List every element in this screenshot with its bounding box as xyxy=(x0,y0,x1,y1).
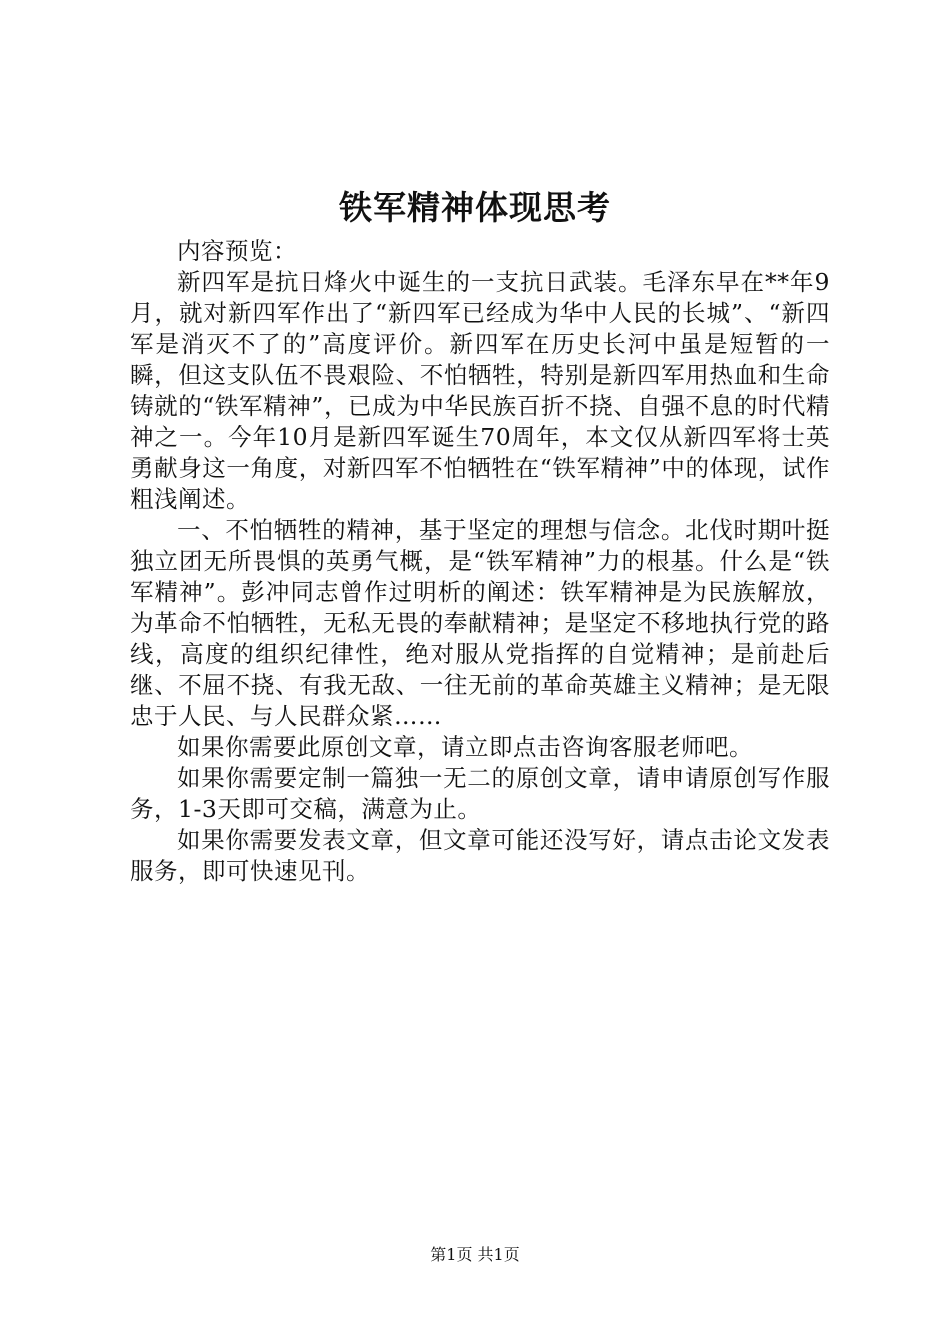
preview-label: 内容预览： xyxy=(177,237,297,265)
paragraph-section-one: 一、不怕牺牲的精神，基于坚定的理想与信念。北伐时期叶挺独立团无所畏惧的英勇气概，是“铁军精神”力的根基。什么是“铁军精神”。彭冲同志曾作过明析的阐述：铁军精神是为民族解放，为革命不怕牺牲，无私无畏的奉献精神；是坚定不移地执行党的路线，高度的组织纪律性，绝对服从党指挥的自觉精神；是前赴后继、不屈不挠、有我无敌、一往无前的革命英雄主义精神；是无限忠于人民、与人民群众紧…… xyxy=(130,516,830,730)
paragraph-intro: 新四军是抗日烽火中诞生的一支抗日武装。毛泽东早在**年9月，就对新四军作出了“新四军已经成为华中人民的长城”、“新四军是消灭不了的”高度评价。新四军在历史长河中虽是短暂的一瞬，但这支队伍不畏艰险、不怕牺牲，特别是新四军用热血和生命铸就的“铁军精神”，已成为中华民族百折不挠、自强不息的时代精神之一。今年10月是新四军诞生70周年，本文仅从新四军将士英勇献身这一角度，对新四军不怕牺牲在“铁军精神”中的体现，试作粗浅阐述。 xyxy=(130,268,830,513)
document-body xyxy=(130,236,830,887)
paragraph-consult-link[interactable]: 如果你需要此原创文章，请立即点击咨询客服老师吧。 xyxy=(177,733,753,761)
paragraph-publish-link[interactable]: 如果你需要发表文章，但文章可能还没写好，请点击论文发表服务，即可快速见刊。 xyxy=(130,826,830,885)
document-title: 铁军精神体现思考 xyxy=(339,188,611,227)
paragraph-custom-writing-link[interactable]: 如果你需要定制一篇独一无二的原创文章，请申请原创写作服务，1-3天即可交稿，满意为止。 xyxy=(130,764,830,823)
page-number-footer: 第1页 共1页 xyxy=(430,1245,520,1264)
